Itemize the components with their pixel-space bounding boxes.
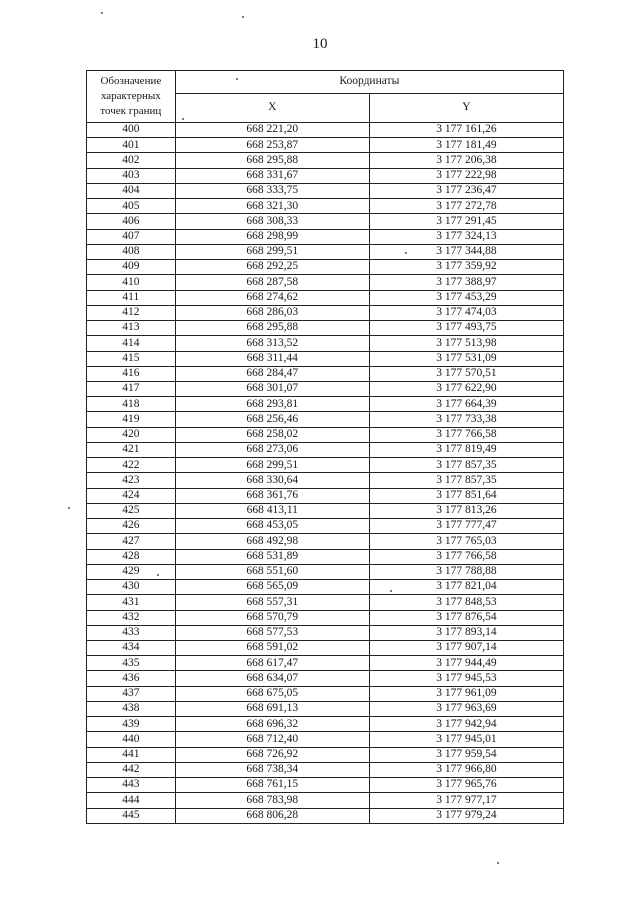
x-coordinate-cell: 668 361,76 [175, 488, 369, 503]
point-number-cell: 435 [87, 656, 176, 671]
point-number-cell: 418 [87, 397, 176, 412]
table-row [87, 747, 564, 762]
x-coordinate-cell: 668 570,79 [175, 610, 369, 625]
table-body [87, 123, 564, 824]
y-coordinate-cell: 3 177 963,69 [369, 701, 563, 716]
y-coordinate-cell: 3 177 819,49 [369, 442, 563, 457]
y-coordinate-cell: 3 177 222,98 [369, 168, 563, 183]
y-coordinate-cell: 3 177 733,38 [369, 412, 563, 427]
table-row [87, 808, 564, 823]
x-coordinate-cell: 668 738,34 [175, 762, 369, 777]
point-number-cell: 423 [87, 473, 176, 488]
table-row [87, 214, 564, 229]
table-row [87, 123, 564, 138]
x-coordinate-cell: 668 287,58 [175, 275, 369, 290]
point-number-cell: 419 [87, 412, 176, 427]
point-number-cell: 410 [87, 275, 176, 290]
x-coordinate-cell: 668 551,60 [175, 564, 369, 579]
table-row [87, 336, 564, 351]
point-number-cell: 439 [87, 717, 176, 732]
y-coordinate-cell: 3 177 570,51 [369, 366, 563, 381]
x-coordinate-cell: 668 295,88 [175, 321, 369, 336]
point-number-cell: 402 [87, 153, 176, 168]
point-number-cell: 438 [87, 701, 176, 716]
point-number-cell: 421 [87, 442, 176, 457]
x-coordinate-cell: 668 311,44 [175, 351, 369, 366]
x-coordinate-cell: 668 675,05 [175, 686, 369, 701]
point-number-cell: 406 [87, 214, 176, 229]
x-coordinate-cell: 668 299,51 [175, 244, 369, 259]
point-number-cell: 428 [87, 549, 176, 564]
y-coordinate-cell: 3 177 272,78 [369, 199, 563, 214]
x-coordinate-cell: 668 221,20 [175, 123, 369, 138]
table-row [87, 412, 564, 427]
x-coordinate-cell: 668 295,88 [175, 153, 369, 168]
x-coordinate-cell: 668 591,02 [175, 640, 369, 655]
x-coordinate-cell: 668 712,40 [175, 732, 369, 747]
table-row [87, 640, 564, 655]
scan-speck [405, 252, 407, 254]
table-row [87, 488, 564, 503]
y-coordinate-cell: 3 177 206,38 [369, 153, 563, 168]
y-coordinate-cell: 3 177 821,04 [369, 580, 563, 595]
scan-speck [390, 590, 392, 592]
x-coordinate-cell: 668 273,06 [175, 442, 369, 457]
point-number-cell: 401 [87, 138, 176, 153]
point-number-cell: 420 [87, 427, 176, 442]
table-row [87, 564, 564, 579]
x-coordinate-cell: 668 284,47 [175, 366, 369, 381]
table-row [87, 244, 564, 259]
point-number-cell: 441 [87, 747, 176, 762]
point-number-cell: 411 [87, 290, 176, 305]
table-row [87, 229, 564, 244]
table-row [87, 671, 564, 686]
table-row [87, 381, 564, 396]
table-row [87, 397, 564, 412]
page-number: 10 [312, 36, 328, 52]
point-number-cell: 403 [87, 168, 176, 183]
point-number-cell: 432 [87, 610, 176, 625]
y-coordinate-cell: 3 177 474,03 [369, 305, 563, 320]
table-row [87, 168, 564, 183]
y-coordinate-cell: 3 177 531,09 [369, 351, 563, 366]
y-coordinate-cell: 3 177 324,13 [369, 229, 563, 244]
table-row [87, 275, 564, 290]
table-row [87, 458, 564, 473]
table-row [87, 534, 564, 549]
x-coordinate-cell: 668 691,13 [175, 701, 369, 716]
x-coordinate-cell: 668 634,07 [175, 671, 369, 686]
point-number-cell: 414 [87, 336, 176, 351]
y-coordinate-cell: 3 177 766,58 [369, 427, 563, 442]
table-row [87, 321, 564, 336]
point-number-cell: 433 [87, 625, 176, 640]
y-coordinate-cell: 3 177 161,26 [369, 123, 563, 138]
table-row [87, 519, 564, 534]
x-coordinate-cell: 668 696,32 [175, 717, 369, 732]
x-coordinate-cell: 668 321,30 [175, 199, 369, 214]
point-number-cell: 437 [87, 686, 176, 701]
x-coordinate-cell: 668 492,98 [175, 534, 369, 549]
table-row [87, 305, 564, 320]
point-number-cell: 405 [87, 199, 176, 214]
point-number-cell: 445 [87, 808, 176, 823]
point-number-cell: 413 [87, 321, 176, 336]
x-coordinate-cell: 668 299,51 [175, 458, 369, 473]
x-coordinate-cell: 668 453,05 [175, 519, 369, 534]
point-number-cell: 443 [87, 778, 176, 793]
point-number-cell: 426 [87, 519, 176, 534]
point-number-cell: 416 [87, 366, 176, 381]
x-coordinate-cell: 668 292,25 [175, 260, 369, 275]
header-y: Y [369, 94, 563, 123]
x-coordinate-cell: 668 806,28 [175, 808, 369, 823]
point-number-cell: 434 [87, 640, 176, 655]
table-row [87, 701, 564, 716]
scan-speck [68, 507, 70, 509]
point-number-cell: 400 [87, 123, 176, 138]
y-coordinate-cell: 3 177 344,88 [369, 244, 563, 259]
table-row [87, 686, 564, 701]
x-coordinate-cell: 668 617,47 [175, 656, 369, 671]
x-coordinate-cell: 668 308,33 [175, 214, 369, 229]
x-coordinate-cell: 668 298,99 [175, 229, 369, 244]
point-number-cell: 436 [87, 671, 176, 686]
scan-speck [497, 862, 499, 864]
y-coordinate-cell: 3 177 907,14 [369, 640, 563, 655]
scan-speck [236, 78, 238, 80]
point-number-cell: 431 [87, 595, 176, 610]
table-row [87, 793, 564, 808]
point-number-cell: 425 [87, 503, 176, 518]
y-coordinate-cell: 3 177 453,29 [369, 290, 563, 305]
y-coordinate-cell: 3 177 876,54 [369, 610, 563, 625]
table-row [87, 351, 564, 366]
table-row [87, 153, 564, 168]
y-coordinate-cell: 3 177 945,01 [369, 732, 563, 747]
table-row [87, 442, 564, 457]
table-row [87, 610, 564, 625]
table-row [87, 138, 564, 153]
point-number-cell: 430 [87, 580, 176, 595]
table-row [87, 778, 564, 793]
scan-speck [101, 12, 103, 14]
point-number-cell: 415 [87, 351, 176, 366]
point-number-cell: 404 [87, 183, 176, 198]
point-number-cell: 422 [87, 458, 176, 473]
x-coordinate-cell: 668 413,11 [175, 503, 369, 518]
point-number-cell: 440 [87, 732, 176, 747]
x-coordinate-cell: 668 557,31 [175, 595, 369, 610]
scan-speck [157, 574, 159, 576]
y-coordinate-cell: 3 177 851,64 [369, 488, 563, 503]
y-coordinate-cell: 3 177 893,14 [369, 625, 563, 640]
x-coordinate-cell: 668 783,98 [175, 793, 369, 808]
y-coordinate-cell: 3 177 388,97 [369, 275, 563, 290]
table-row [87, 260, 564, 275]
y-coordinate-cell: 3 177 945,53 [369, 671, 563, 686]
y-coordinate-cell: 3 177 236,47 [369, 183, 563, 198]
y-coordinate-cell: 3 177 961,09 [369, 686, 563, 701]
y-coordinate-cell: 3 177 944,49 [369, 656, 563, 671]
x-coordinate-cell: 668 330,64 [175, 473, 369, 488]
table-row [87, 427, 564, 442]
y-coordinate-cell: 3 177 788,88 [369, 564, 563, 579]
x-coordinate-cell: 668 258,02 [175, 427, 369, 442]
y-coordinate-cell: 3 177 977,17 [369, 793, 563, 808]
table-row [87, 717, 564, 732]
table-row [87, 549, 564, 564]
x-coordinate-cell: 668 577,53 [175, 625, 369, 640]
y-coordinate-cell: 3 177 979,24 [369, 808, 563, 823]
table-row [87, 625, 564, 640]
y-coordinate-cell: 3 177 513,98 [369, 336, 563, 351]
y-coordinate-cell: 3 177 359,92 [369, 260, 563, 275]
y-coordinate-cell: 3 177 966,80 [369, 762, 563, 777]
table-row [87, 580, 564, 595]
y-coordinate-cell: 3 177 181,49 [369, 138, 563, 153]
y-coordinate-cell: 3 177 848,53 [369, 595, 563, 610]
y-coordinate-cell: 3 177 965,76 [369, 778, 563, 793]
point-number-cell: 444 [87, 793, 176, 808]
point-number-cell: 429 [87, 564, 176, 579]
table-row [87, 366, 564, 381]
y-coordinate-cell: 3 177 664,39 [369, 397, 563, 412]
y-coordinate-cell: 3 177 291,45 [369, 214, 563, 229]
x-coordinate-cell: 668 565,09 [175, 580, 369, 595]
header-x: X [175, 94, 369, 123]
table-row [87, 183, 564, 198]
point-number-cell: 409 [87, 260, 176, 275]
y-coordinate-cell: 3 177 766,58 [369, 549, 563, 564]
y-coordinate-cell: 3 177 942,94 [369, 717, 563, 732]
table-header [87, 71, 564, 123]
x-coordinate-cell: 668 274,62 [175, 290, 369, 305]
scan-speck [242, 16, 244, 18]
point-number-cell: 407 [87, 229, 176, 244]
y-coordinate-cell: 3 177 857,35 [369, 473, 563, 488]
point-number-cell: 412 [87, 305, 176, 320]
x-coordinate-cell: 668 313,52 [175, 336, 369, 351]
x-coordinate-cell: 668 293,81 [175, 397, 369, 412]
y-coordinate-cell: 3 177 493,75 [369, 321, 563, 336]
x-coordinate-cell: 668 286,03 [175, 305, 369, 320]
table-row [87, 732, 564, 747]
x-coordinate-cell: 668 256,46 [175, 412, 369, 427]
x-coordinate-cell: 668 253,87 [175, 138, 369, 153]
point-number-cell: 442 [87, 762, 176, 777]
scan-speck [182, 118, 184, 120]
y-coordinate-cell: 3 177 622,90 [369, 381, 563, 396]
x-coordinate-cell: 668 531,89 [175, 549, 369, 564]
x-coordinate-cell: 668 331,67 [175, 168, 369, 183]
x-coordinate-cell: 668 301,07 [175, 381, 369, 396]
header-point-designation: Обозначение характерных точек границ [87, 71, 176, 123]
x-coordinate-cell: 668 333,75 [175, 183, 369, 198]
header-coordinates: Координаты [175, 71, 563, 94]
point-number-cell: 427 [87, 534, 176, 549]
x-coordinate-cell: 668 761,15 [175, 778, 369, 793]
table-row [87, 473, 564, 488]
y-coordinate-cell: 3 177 813,26 [369, 503, 563, 518]
y-coordinate-cell: 3 177 959,54 [369, 747, 563, 762]
table-row [87, 503, 564, 518]
coordinates-table [86, 70, 564, 824]
y-coordinate-cell: 3 177 765,03 [369, 534, 563, 549]
table-row [87, 762, 564, 777]
y-coordinate-cell: 3 177 857,35 [369, 458, 563, 473]
header-row-top [87, 71, 564, 94]
point-number-cell: 408 [87, 244, 176, 259]
table-row [87, 656, 564, 671]
x-coordinate-cell: 668 726,92 [175, 747, 369, 762]
point-number-cell: 417 [87, 381, 176, 396]
table-row [87, 595, 564, 610]
point-number-cell: 424 [87, 488, 176, 503]
table-row [87, 199, 564, 214]
y-coordinate-cell: 3 177 777,47 [369, 519, 563, 534]
table-row [87, 290, 564, 305]
